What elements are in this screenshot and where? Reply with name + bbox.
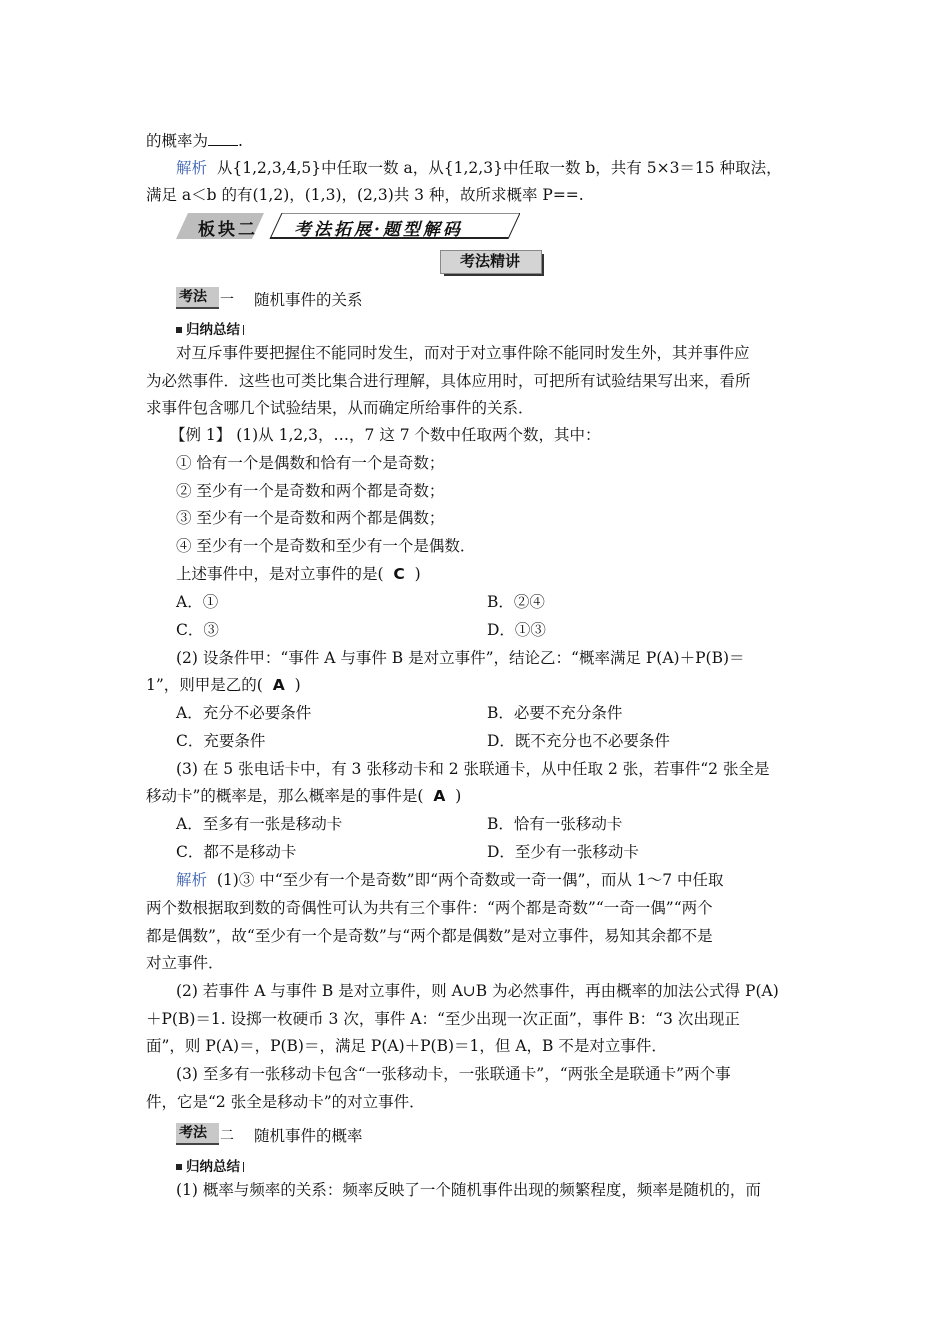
example-item: ① 恰有一个是偶数和恰有一个是奇数； bbox=[176, 454, 445, 472]
q1-stem bbox=[176, 564, 421, 584]
option-c: C．③ bbox=[176, 621, 219, 639]
option-c: C．都不是移动卡 bbox=[176, 843, 297, 861]
solution-line: 件，它是“2 张全是移动卡”的对立事件． bbox=[146, 1093, 425, 1111]
top-solution-line bbox=[176, 158, 782, 178]
guina-label: 归纳总结 bbox=[186, 1159, 240, 1175]
solution-line: 都是偶数”，故“至少有一个是奇数”与“两个都是偶数”是对立事件，易知其余都不是 bbox=[146, 927, 713, 945]
q3-stem-2 bbox=[146, 786, 461, 806]
solution-line bbox=[176, 870, 724, 890]
top-solution-line-2: 满足 a＜b 的有(1,2)，(1,3)，(2,3)共 3 种，故所求概率 P==. bbox=[146, 186, 584, 204]
q3-stem: (3) 在 5 张电话卡中，有 3 张移动卡和 2 张联通卡，从中任取 2 张，若事件“2 张全是 bbox=[176, 760, 770, 778]
guina-heading-2 bbox=[176, 1155, 244, 1175]
option-a: A．① bbox=[176, 593, 219, 611]
guina-label: 归纳总结 bbox=[186, 322, 240, 338]
solution-text: (1)③ 中“至少有一个是奇数”即“两个奇数或一奇一偶”，而从 1～7 中任取 bbox=[216, 871, 724, 889]
kaofa-tag: 考法 bbox=[176, 1123, 219, 1145]
q3-stem-text: 移动卡”的概率是，那么概率是的事件是( bbox=[146, 787, 424, 805]
example-heading: 【例 1】 (1)从 1,2,3，…，7 这 7 个数中任取两个数，其中： bbox=[170, 426, 601, 444]
q2-stem: (2) 设条件甲：“事件 A 与事件 B 是对立事件”，结论乙：“概率满足 P(A)＋P(B)＝ bbox=[176, 649, 745, 667]
sub-banner-label: 考法精讲 bbox=[459, 252, 520, 270]
option-a: A．充分不必要条件 bbox=[176, 704, 312, 722]
kaofa-number: 二 bbox=[220, 1128, 234, 1144]
option-a: A．至多有一张是移动卡 bbox=[176, 815, 343, 833]
option-d: D．①③ bbox=[487, 621, 546, 639]
summary-line: 为必然事件．这些也可类比集合进行理解，具体应用时，可把所有试验结果写出来，看所 bbox=[146, 372, 751, 390]
solution-line: (3) 至多有一张移动卡包含“一张移动卡，一张联通卡”，“两张全是联通卡”两个事 bbox=[176, 1065, 731, 1083]
option-b: B．恰有一张移动卡 bbox=[487, 815, 623, 833]
banner-part2: 考法拓展·题型解码 bbox=[294, 220, 463, 240]
kaofa-2-heading bbox=[176, 1123, 476, 1145]
paren-close: ) bbox=[455, 787, 462, 805]
q2-stem-2 bbox=[146, 675, 301, 695]
option-d: D．至少有一张移动卡 bbox=[487, 843, 639, 861]
bar-icon bbox=[243, 1162, 244, 1172]
kaofa-1-heading bbox=[176, 287, 476, 309]
summary-line: 求事件包含哪几个试验结果，从而确定所给事件的关系． bbox=[146, 399, 534, 417]
kaofa-number: 一 bbox=[220, 292, 234, 308]
q2-stem-text: 1”，则甲是乙的( bbox=[146, 676, 263, 694]
banner-part1: 板块二 bbox=[198, 220, 258, 240]
summary-line: (1) 概率与频率的关系：频率反映了一个随机事件出现的频繁程度，频率是随机的，而 bbox=[176, 1181, 761, 1199]
summary-line: 对互斥事件要把握住不能同时发生，而对于对立事件除不能同时发生外，其并事件应 bbox=[176, 344, 750, 362]
kaofa-title: 随机事件的概率 bbox=[254, 1127, 363, 1145]
example-item: ② 至少有一个是奇数和两个都是奇数； bbox=[176, 482, 445, 500]
option-b: B．②④ bbox=[487, 593, 545, 611]
q1-answer: C bbox=[393, 565, 405, 583]
q1-stem-text: 上述事件中，是对立事件的是( bbox=[176, 565, 384, 583]
option-d: D．既不充分也不必要条件 bbox=[487, 732, 670, 750]
prev-line bbox=[146, 131, 243, 151]
option-c: C．充要条件 bbox=[176, 732, 266, 750]
prev-line-end: . bbox=[238, 132, 243, 150]
solution-line: 对立事件． bbox=[146, 954, 224, 972]
guina-heading-1 bbox=[176, 318, 244, 338]
kaofa-tag: 考法 bbox=[176, 287, 219, 309]
section-banner bbox=[176, 213, 520, 239]
jiexi-label: 解析 bbox=[176, 159, 208, 177]
top-solution-text: 从{1,2,3,4,5}中任取一数 a，从{1,2,3}中任取一数 b，共有 5×3＝15 种取法， bbox=[216, 159, 782, 177]
solution-line: 面”，则 P(A)＝，P(B)＝，满足 P(A)＋P(B)＝1，但 A，B 不是对立事件． bbox=[146, 1037, 667, 1055]
option-b: B．必要不充分条件 bbox=[487, 704, 623, 722]
solution-line: ＋P(B)＝1. 设掷一枚硬币 3 次，事件 A：“至少出现一次正面”，事件 B：“3 次出现正 bbox=[146, 1010, 740, 1028]
kaofa-title: 随机事件的关系 bbox=[254, 291, 363, 309]
sub-banner bbox=[440, 250, 546, 274]
solution-line: 两个数根据取到数的奇偶性可认为共有三个事件：“两个都是奇数”“一奇一偶”“两个 bbox=[146, 899, 713, 917]
jiexi-label: 解析 bbox=[176, 871, 208, 889]
paren-close: ) bbox=[294, 676, 301, 694]
answer-blank bbox=[208, 131, 238, 146]
bar-icon bbox=[243, 325, 244, 335]
paren-close: ) bbox=[414, 565, 421, 583]
example-item: ③ 至少有一个是奇数和两个都是偶数； bbox=[176, 509, 445, 527]
example-item: ④ 至少有一个是奇数和至少有一个是偶数． bbox=[176, 537, 476, 555]
square-bullet-icon bbox=[176, 327, 182, 333]
q3-answer: A bbox=[433, 787, 446, 805]
prev-line-text: 的概率为 bbox=[146, 132, 209, 150]
square-bullet-icon bbox=[176, 1164, 182, 1170]
q2-answer: A bbox=[272, 676, 285, 694]
solution-line: (2) 若事件 A 与事件 B 是对立事件，则 A∪B 为必然事件，再由概率的加法公式得 P(A) bbox=[176, 982, 779, 1000]
